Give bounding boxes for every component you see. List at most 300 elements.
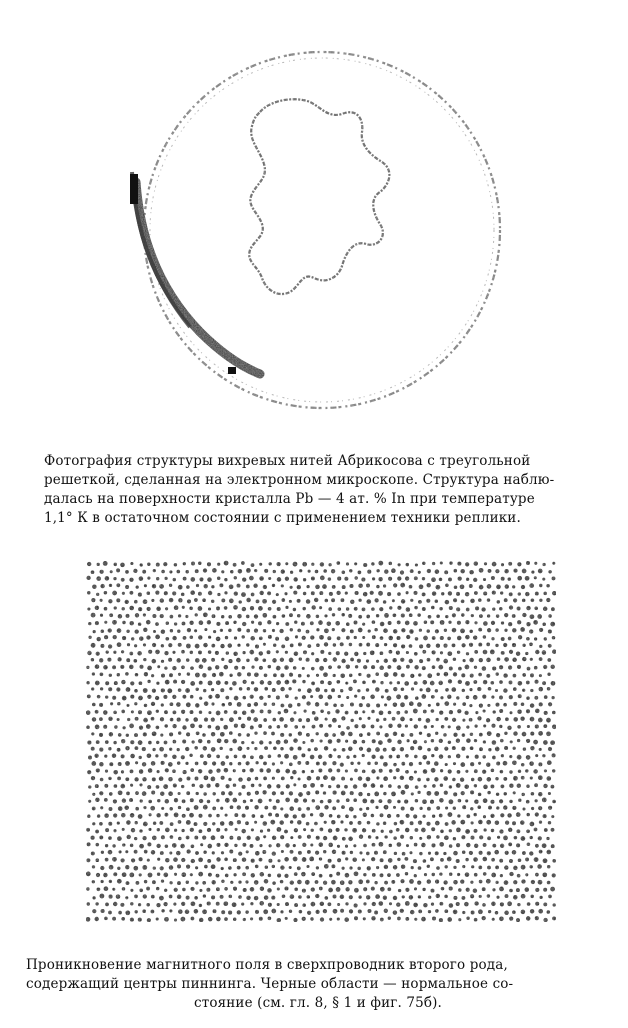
vortex-dot	[312, 711, 316, 715]
vortex-dot	[366, 688, 369, 691]
vortex-dot	[276, 650, 279, 653]
vortex-dot	[217, 563, 220, 566]
vortex-dot	[491, 769, 495, 773]
vortex-dot	[337, 903, 340, 906]
vortex-dot	[414, 665, 418, 669]
vortex-dot	[348, 732, 353, 737]
vortex-dot	[376, 776, 379, 779]
vortex-dot	[121, 650, 124, 653]
vortex-dot	[237, 820, 241, 824]
vortex-dot	[127, 643, 130, 646]
vortex-dot	[404, 800, 408, 804]
vortex-dot	[211, 895, 215, 899]
vortex-dot	[474, 621, 477, 624]
vortex-dot	[243, 800, 246, 803]
vortex-dot	[172, 591, 176, 595]
vortex-dot	[217, 577, 221, 581]
vortex-dot	[548, 570, 551, 573]
vortex-dot	[108, 644, 112, 648]
vortex-dot	[107, 658, 111, 662]
vortex-dot	[388, 724, 392, 728]
vortex-dot	[117, 748, 121, 752]
vortex-dot	[195, 851, 199, 855]
vortex-dot	[400, 717, 405, 722]
vortex-dot	[144, 672, 148, 676]
vortex-dot	[435, 569, 440, 574]
vortex-dot	[320, 576, 325, 581]
vortex-dot	[216, 755, 220, 759]
vortex-dot	[359, 808, 362, 811]
vortex-dot	[202, 598, 206, 602]
vortex-dot	[113, 577, 116, 580]
vortex-dot	[397, 724, 401, 728]
vortex-dot	[219, 583, 223, 587]
vortex-dot	[100, 584, 104, 588]
vortex-dot	[495, 911, 498, 914]
vortex-dot	[298, 731, 302, 735]
vortex-dot	[99, 733, 103, 737]
vortex-dot	[499, 725, 502, 728]
vortex-dot	[341, 659, 345, 663]
vortex-dot	[482, 887, 486, 891]
vortex-dot	[491, 829, 494, 832]
vortex-dot	[522, 851, 526, 855]
vortex-dot	[311, 872, 315, 876]
vortex-dot	[104, 755, 107, 758]
vortex-dot	[155, 622, 159, 626]
vortex-dot	[194, 746, 197, 749]
vortex-dot	[311, 577, 315, 581]
vortex-dot	[234, 724, 238, 728]
vortex-dot	[415, 785, 419, 789]
vortex-dot	[281, 850, 284, 853]
vortex-dot	[298, 718, 302, 722]
vortex-dot	[151, 702, 155, 706]
vortex-dot	[353, 679, 357, 683]
vortex-dot	[513, 776, 518, 781]
vortex-dot	[452, 746, 456, 750]
vortex-dot	[174, 813, 179, 818]
vortex-dot	[325, 718, 328, 721]
vortex-dot	[288, 704, 292, 708]
vortex-dot	[414, 887, 417, 890]
vortex-dot	[410, 569, 414, 573]
vortex-dot	[112, 591, 117, 596]
vortex-dot	[363, 917, 366, 920]
vortex-dot	[328, 681, 332, 685]
vortex-dot	[95, 798, 99, 802]
vortex-dot	[176, 658, 180, 662]
vortex-dot	[151, 761, 156, 766]
vortex-dot	[410, 599, 413, 602]
vortex-dot	[242, 872, 246, 876]
vortex-dot	[194, 822, 198, 826]
figure1-caption-line: далась на поверхности кристалла Pb — 4 ат. % In при температуре	[44, 491, 535, 507]
vortex-dot	[170, 702, 174, 706]
vortex-dot	[242, 843, 246, 847]
vortex-dot	[122, 828, 125, 831]
vortex-dot	[509, 872, 513, 876]
vortex-dot	[512, 821, 516, 825]
vortex-dot	[108, 822, 112, 826]
vortex-dot	[500, 591, 503, 594]
vortex-dot	[456, 828, 461, 833]
vortex-dot	[104, 635, 108, 639]
vortex-dot	[354, 636, 357, 639]
vortex-dot	[139, 857, 143, 861]
vortex-dot	[284, 874, 288, 878]
vortex-dot	[293, 783, 296, 786]
vortex-dot	[277, 873, 281, 877]
vortex-dot	[181, 917, 186, 922]
vortex-dot	[221, 658, 224, 661]
vortex-dot	[372, 680, 376, 684]
vortex-dot	[531, 880, 535, 884]
vortex-dot	[509, 917, 513, 921]
vortex-dot	[126, 687, 131, 692]
vortex-dot	[530, 689, 533, 692]
vortex-dot	[109, 674, 112, 677]
vortex-dot	[410, 733, 414, 737]
vortex-dot	[509, 592, 513, 596]
vortex-dot	[435, 851, 439, 855]
vortex-dot	[138, 622, 141, 625]
vortex-dot	[285, 637, 290, 642]
vortex-dot	[328, 799, 332, 803]
vortex-dot	[496, 733, 500, 737]
vortex-dot	[359, 851, 362, 854]
vortex-dot	[285, 694, 289, 698]
vortex-dot	[190, 710, 194, 714]
vortex-dot	[233, 887, 237, 891]
vortex-dot	[92, 717, 96, 721]
vortex-dot	[522, 613, 526, 617]
vortex-dot	[423, 710, 427, 714]
vortex-dot	[320, 784, 323, 787]
vortex-dot	[535, 650, 539, 654]
vortex-dot	[424, 873, 427, 876]
vortex-dot	[324, 805, 328, 809]
vortex-dot	[315, 585, 320, 590]
vortex-dot	[324, 642, 328, 646]
vortex-dot	[401, 864, 405, 868]
vortex-dot	[406, 814, 410, 818]
vortex-dot	[470, 746, 474, 750]
vortex-dot	[505, 851, 509, 855]
vortex-dot	[142, 762, 146, 766]
vortex-dot	[551, 665, 555, 669]
vortex-dot	[316, 776, 320, 780]
vortex-dot	[479, 704, 483, 708]
vortex-dot	[234, 576, 237, 579]
vortex-dot	[499, 887, 504, 892]
vortex-dot	[216, 917, 221, 922]
vortex-dot	[526, 916, 530, 920]
vortex-dot	[276, 769, 280, 773]
vortex-dot	[161, 688, 165, 692]
vortex-dot	[113, 813, 117, 817]
vortex-dot	[164, 591, 168, 595]
vortex-dot	[336, 887, 341, 892]
vortex-dot	[362, 740, 366, 744]
vortex-dot	[173, 903, 176, 906]
vortex-dot	[404, 681, 409, 686]
vortex-dot	[440, 620, 445, 625]
vortex-dot	[371, 783, 376, 788]
vortex-dot	[178, 731, 181, 734]
vortex-dot	[505, 717, 509, 721]
vortex-dot	[358, 895, 361, 898]
vortex-dot	[293, 608, 296, 611]
vortex-dot	[237, 836, 241, 840]
vortex-dot	[493, 710, 496, 713]
vortex-dot	[191, 859, 195, 863]
vortex-dot	[546, 598, 550, 602]
vortex-dot	[294, 903, 298, 907]
vortex-dot	[208, 873, 212, 877]
vortex-dot	[161, 674, 165, 678]
vortex-dot	[465, 592, 469, 596]
vortex-dot	[414, 606, 417, 609]
vortex-dot	[254, 569, 257, 572]
vortex-dot	[234, 666, 238, 670]
vortex-dot	[449, 606, 453, 610]
vortex-dot	[219, 672, 224, 677]
vortex-dot	[136, 585, 139, 588]
vortex-dot	[242, 785, 246, 789]
vortex-dot	[447, 695, 451, 699]
vortex-dot	[168, 658, 172, 662]
vortex-dot	[354, 607, 358, 611]
vortex-dot	[370, 591, 374, 595]
vortex-dot	[259, 576, 264, 581]
vortex-dot	[443, 659, 448, 664]
vortex-dot	[178, 778, 182, 782]
vortex-dot	[264, 569, 268, 573]
vortex-dot	[529, 629, 533, 633]
vortex-dot	[276, 622, 279, 625]
vortex-dot	[120, 903, 124, 907]
vortex-dot	[97, 563, 100, 566]
vortex-dot	[462, 865, 465, 868]
vortex-dot	[465, 858, 468, 861]
vortex-dot	[362, 623, 365, 626]
vortex-dot	[353, 784, 357, 788]
vortex-dot	[346, 798, 350, 802]
vortex-dot	[323, 881, 327, 885]
vortex-dot	[345, 592, 348, 595]
vortex-dot	[410, 836, 413, 839]
vortex-dot	[449, 872, 452, 875]
vortex-dot	[254, 702, 258, 706]
vortex-dot	[427, 791, 432, 796]
vortex-dot	[460, 629, 465, 634]
vortex-dot	[496, 806, 499, 809]
vortex-dot	[529, 583, 534, 588]
vortex-dot	[479, 895, 482, 898]
vortex-dot	[147, 754, 152, 759]
vortex-dot	[397, 620, 401, 624]
vortex-dot	[129, 591, 133, 595]
vortex-dot	[426, 822, 430, 826]
vortex-dot	[143, 806, 146, 809]
vortex-dot	[380, 784, 383, 787]
vortex-dot	[383, 850, 387, 854]
vortex-dot	[268, 916, 272, 920]
vortex-dot	[191, 917, 195, 921]
vortex-dot	[161, 807, 164, 810]
vortex-dot	[546, 584, 549, 587]
vortex-dot	[297, 599, 301, 603]
vortex-dot	[418, 866, 422, 870]
vortex-dot	[139, 636, 143, 640]
vortex-dot	[500, 874, 503, 877]
vortex-dot	[232, 902, 237, 907]
vortex-dot	[397, 592, 401, 596]
vortex-dot	[173, 680, 177, 684]
vortex-dot	[117, 673, 120, 676]
vortex-dot	[457, 770, 461, 774]
vortex-dot	[460, 584, 465, 589]
vortex-dot	[156, 917, 159, 920]
vortex-dot	[174, 888, 178, 892]
vortex-dot	[426, 599, 430, 603]
vortex-dot	[414, 828, 418, 832]
vortex-dot	[522, 599, 526, 603]
vortex-dot	[170, 822, 174, 826]
vortex-dot	[456, 739, 460, 743]
vortex-dot	[173, 578, 176, 581]
vortex-dot	[488, 748, 491, 751]
vortex-dot	[448, 621, 451, 624]
vortex-dot	[474, 844, 478, 848]
vortex-dot	[100, 866, 104, 870]
vortex-dot	[456, 843, 460, 847]
vortex-dot	[284, 886, 288, 890]
vortex-dot	[544, 695, 548, 699]
vortex-dot	[531, 571, 534, 574]
vortex-dot	[285, 577, 289, 581]
vortex-dot	[526, 681, 530, 685]
vortex-dot	[125, 777, 129, 781]
vortex-dot	[117, 642, 122, 647]
vortex-dot	[366, 643, 370, 647]
vortex-dot	[139, 681, 143, 685]
vortex-dot	[354, 724, 358, 728]
vortex-dot	[475, 711, 478, 714]
vortex-dot	[260, 709, 264, 713]
vortex-dot	[526, 606, 530, 610]
vortex-dot	[259, 666, 263, 670]
vortex-dot	[173, 857, 178, 862]
vortex-dot	[414, 681, 418, 685]
vortex-dot	[400, 820, 405, 825]
vortex-dot	[375, 894, 380, 899]
vortex-dot	[121, 680, 125, 684]
vortex-dot	[354, 888, 359, 893]
vortex-dot	[422, 650, 426, 654]
vortex-dot	[355, 591, 359, 595]
vortex-dot	[552, 873, 556, 877]
vortex-dot	[542, 843, 547, 848]
vortex-dot	[289, 613, 293, 617]
vortex-dot	[286, 784, 290, 788]
vortex-dot	[258, 799, 263, 804]
vortex-dot	[396, 768, 400, 772]
vortex-dot	[453, 598, 457, 602]
vortex-dot	[139, 726, 143, 730]
vortex-dot	[319, 813, 324, 818]
vortex-dot	[333, 895, 337, 899]
vortex-dot	[242, 622, 246, 626]
vortex-dot	[211, 688, 214, 691]
vortex-dot	[473, 680, 477, 684]
vortex-dot	[508, 577, 511, 580]
figure1-caption-line: 1,1° К в остаточном состоянии с применением техники реплики.	[44, 510, 521, 526]
vortex-dot	[324, 864, 329, 869]
vortex-dot	[101, 630, 105, 634]
vortex-dot	[424, 620, 427, 623]
vortex-dot	[445, 615, 448, 618]
vortex-dot	[203, 612, 208, 617]
vortex-dot	[538, 762, 542, 766]
vortex-dot	[285, 606, 288, 609]
vortex-dot	[518, 694, 522, 698]
vortex-dot	[501, 754, 504, 757]
vortex-dot	[495, 689, 498, 692]
vortex-dot	[152, 689, 156, 693]
vortex-dot	[332, 718, 337, 723]
vortex-dot	[112, 620, 117, 625]
vortex-dot	[496, 703, 500, 707]
vortex-dot	[366, 852, 370, 856]
vortex-dot	[419, 852, 422, 855]
vortex-dot	[279, 629, 283, 633]
vortex-dot	[423, 636, 428, 641]
vortex-dot	[318, 769, 322, 773]
vortex-dot	[250, 844, 254, 848]
vortex-dot	[216, 680, 221, 685]
vortex-dot	[521, 776, 525, 780]
vortex-dot	[409, 701, 414, 706]
vortex-dot	[548, 806, 552, 810]
vortex-dot	[161, 660, 164, 663]
vortex-dot	[319, 695, 324, 700]
vortex-dot	[336, 784, 340, 788]
vortex-dot	[177, 761, 180, 764]
vortex-dot	[427, 807, 431, 811]
vortex-dot	[316, 674, 319, 677]
vortex-dot	[165, 577, 168, 580]
vortex-dot	[194, 805, 199, 810]
vortex-dot	[95, 902, 98, 905]
vortex-dot	[535, 799, 538, 802]
vortex-dot	[135, 910, 138, 913]
vortex-dot	[380, 622, 385, 627]
vortex-dot	[252, 814, 256, 818]
vortex-dot	[263, 762, 267, 766]
vortex-dot	[325, 599, 329, 603]
vortex-dot	[251, 681, 254, 684]
vortex-dot	[280, 791, 284, 795]
vortex-dot	[208, 591, 212, 595]
vortex-dot	[232, 681, 237, 686]
vortex-dot	[120, 784, 125, 789]
vortex-dot	[262, 613, 267, 618]
vortex-dot	[117, 879, 122, 884]
vortex-dot	[263, 585, 267, 589]
vortex-dot	[535, 812, 539, 816]
